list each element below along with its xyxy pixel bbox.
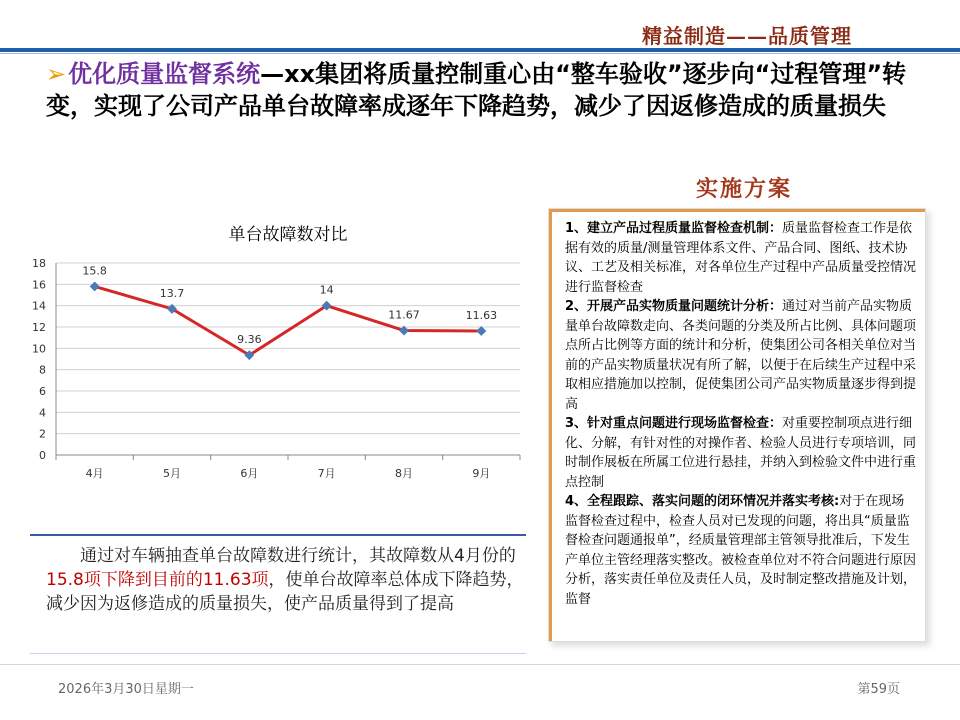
plan-item-body: 通过对当前产品实物质量单台故障数走向、各类问题的分类及所占比例、具体问题项点所占比例等方面的统计和分析，使集团公司各相关单位对当前的产品实物质量状况有所了解，以便于在后续生产过程中采取相应措施加以控制，促使集团公司产品实物质量逐步得到提高 — [565, 299, 917, 412]
plan-item — [565, 492, 917, 609]
data-label: 9.36 — [237, 333, 262, 347]
summary-text — [46, 544, 526, 616]
y-tick-label: 10 — [32, 342, 46, 356]
summary-part1: 通过对车辆抽查单台故障数进行统计，其故障数从4月份的 — [80, 546, 516, 566]
y-tick-label: 0 — [39, 449, 46, 462]
chart-title: 单台故障数对比 — [228, 225, 348, 245]
summary-highlight: 15.8项下降到目前的11.63项 — [46, 570, 269, 590]
summary-rule-bottom — [30, 653, 526, 654]
plan-list — [565, 219, 917, 609]
y-tick-label: 14 — [32, 299, 46, 313]
plan-box-top-accent — [549, 209, 925, 212]
data-label: 13.7 — [159, 286, 185, 300]
plan-item-heading: 4、全程跟踪、落实问题的闭环情况并落实考核: — [565, 494, 840, 509]
headline-lead: 优化质量监督系统 — [68, 60, 261, 88]
x-tick-label: 8月 — [395, 467, 413, 480]
bullet-arrow-icon: ➢ — [46, 60, 67, 88]
y-tick-label: 8 — [39, 363, 46, 377]
header-rule — [0, 48, 960, 52]
summary-part2: ，使单台故障率总体成下降趋势，减少因为返修造成的质量损失，使产品质量得到了提高 — [46, 570, 524, 614]
plan-box — [548, 208, 926, 642]
footer-page-number: 第59页 — [857, 682, 900, 697]
series-line — [95, 283, 482, 355]
y-tick-label: 12 — [32, 321, 46, 334]
x-tick-label: 7月 — [317, 467, 336, 480]
chart-svg — [0, 200, 540, 510]
x-tick-label: 4月 — [85, 467, 104, 480]
headline-text: —xx集团将质量控制重心由“整车验收”逐步向“过程管理”转变，实现了公司产品单台故障率成逐年下降趋势，减少了因返修造成的质量损失 — [46, 60, 907, 120]
data-label: 15.8 — [82, 264, 107, 278]
plan-item — [565, 414, 917, 492]
plan-item-body: 质量监督检查工作是依据有效的质量/测量管理体系文件、产品合同、图纸、技术协议、工艺及相关标准，对各单位生产过程中产品质量受控情况进行监督检查 — [565, 221, 917, 295]
y-tick-label: 6 — [39, 385, 46, 398]
data-label: 11.63 — [465, 308, 498, 322]
header-rule-thin — [0, 53, 960, 54]
plan-box-left-accent — [549, 209, 552, 641]
headline — [46, 58, 926, 122]
fault-chart — [0, 200, 540, 510]
y-tick-label: 4 — [39, 406, 46, 420]
x-tick-label: 5月 — [163, 467, 181, 480]
plan-item-heading: 3、针对重点问题进行现场监督检查： — [565, 416, 783, 431]
plan-item — [565, 297, 917, 414]
plan-item-body: 对重要控制项点进行细化、分解，有针对性的对操作者、检验人员进行专项培训，同时制作展板在所属工位进行悬挂，并纳入到检验文件中进行重点控制 — [565, 416, 917, 490]
data-point — [90, 282, 100, 292]
header-title: 精益制造——品质管理 — [642, 24, 852, 48]
footer-rule — [0, 664, 960, 665]
plan-item-heading: 2、开展产品实物质量问题统计分析： — [565, 299, 783, 314]
y-tick-label: 2 — [39, 427, 46, 441]
plan-item-heading: 1、建立产品过程质量监督检查机制： — [565, 221, 783, 236]
data-label: 14 — [319, 283, 334, 297]
plan-title: 实施方案 — [696, 177, 793, 202]
plan-item — [565, 219, 917, 297]
summary-rule-top — [30, 534, 526, 536]
footer-date: 2026年3月30日星期一 — [58, 682, 194, 697]
x-tick-label: 6月 — [240, 467, 259, 480]
plan-item-body: 对于在现场监督检查过程中，检查人员对已发现的问题，将出具“质量监督检查问题通报单”，经质量管理部主管领导批准后，下发生产单位主管经理落实整改。被检查单位对不符合问题进行原因分析，落实责任单位及责任人员，及时制定整改措施及计划，监督 — [565, 494, 917, 607]
x-tick-label: 9月 — [472, 467, 491, 480]
y-tick-label: 18 — [32, 257, 46, 270]
data-label: 11.67 — [388, 308, 420, 322]
y-tick-label: 16 — [32, 278, 46, 292]
